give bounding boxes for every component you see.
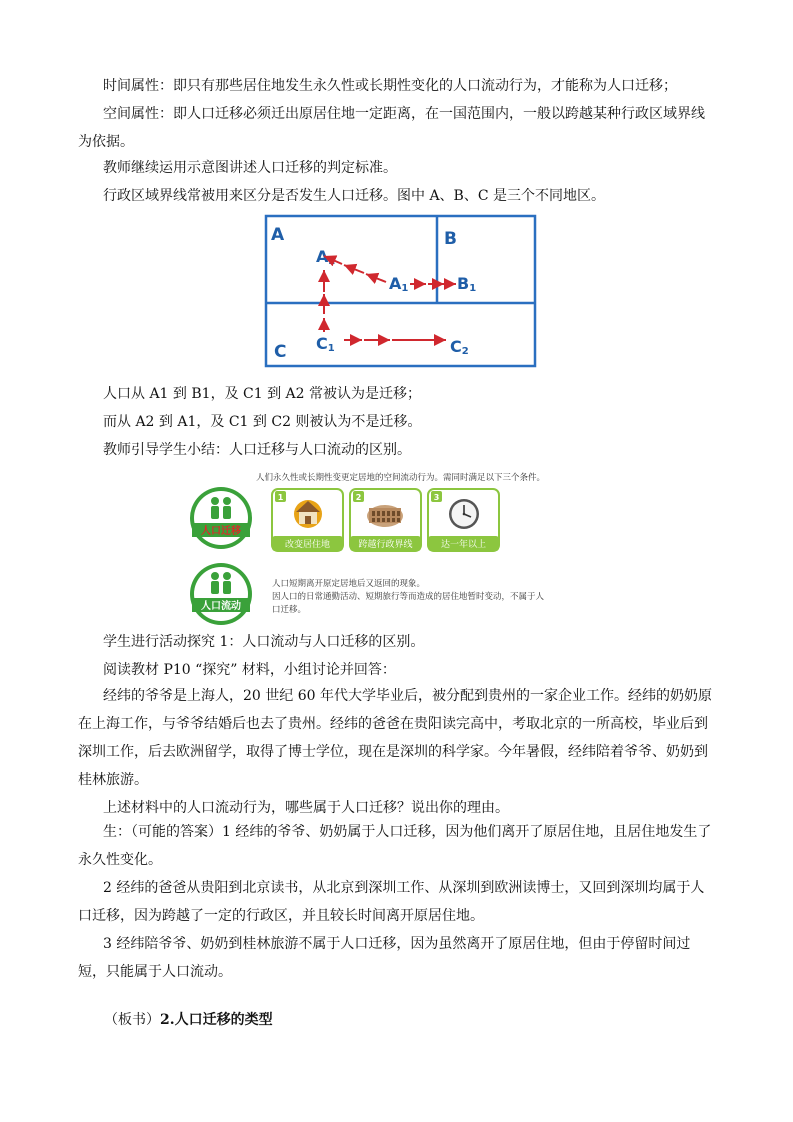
paragraph-activity: 学生进行活动探究 1：人口流动与人口迁移的区别。: [103, 634, 425, 650]
paragraph-space-attribute: 空间属性：即人口迁移必须迁出原居住地一定距离，在一国范围内，一般以跨越某种行政区域界线为依据。: [78, 106, 705, 150]
paragraph-question: 上述材料中的人口流动行为，哪些属于人口迁移？说出你的理由。: [103, 800, 509, 816]
flow-description-line-1: 人口短期离开原定居地后又返回的现象。: [272, 579, 426, 589]
flow-label: 人口流动: [201, 601, 241, 612]
point-a1-label: A1: [389, 274, 409, 294]
point-b1-label: B1: [457, 274, 477, 294]
flow-description-line-3: 口迁移。: [272, 605, 307, 615]
flow-description-line-2: 因人口的日常通勤活动、短期旅行等而造成的居住地暂时变动，不属于人: [272, 592, 545, 602]
paragraph-teacher-diagram: 教师继续运用示意图讲述人口迁移的判定标准。: [103, 160, 397, 176]
paragraph-time-attribute: 时间属性：即只有那些居住地发生永久性或长期性变化的人口流动行为，才能称为人口迁移；: [103, 78, 677, 94]
migration-region-diagram: [264, 214, 538, 370]
card-cross-admin-boundary: [350, 489, 421, 551]
clock-icon: [449, 499, 479, 529]
colosseum-icon: [367, 505, 403, 527]
card-label: 改变居住地: [284, 540, 331, 550]
card-change-residence: [272, 489, 343, 551]
board-prefix: （板书）: [104, 1012, 160, 1028]
paragraph-answer-1: 生：（可能的答案）1 经纬的爷爷、奶奶属于人口迁移，因为他们离开了原居住地，且居住地发生了永久性变化。: [78, 824, 712, 868]
card-number: 3: [433, 493, 440, 502]
house-globe-icon: [294, 500, 322, 528]
board-title: 2.人口迁移的类型: [160, 1012, 273, 1028]
card-number: 1: [277, 493, 284, 502]
card-label: 跨越行政界线: [358, 540, 413, 550]
migration-label: 人口迁移: [201, 526, 241, 537]
flow-circle-icon: [190, 563, 252, 625]
paragraph-answer-2: 2 经纬的爸爸从贵阳到北京读书，从北京到深圳工作、从深圳到欧洲读博士，又回到深圳均属于人口迁移，因为跨越了一定的行政区，并且较长时间离开原居住地。: [78, 880, 705, 924]
board-heading: [104, 1006, 744, 1034]
region-c-label: C: [274, 342, 287, 362]
paragraph-non-migration-examples: 而从 A2 到 A1，及 C1 到 C2 则被认为不是迁移。: [103, 414, 422, 430]
point-c2-label: C2: [450, 337, 469, 357]
region-b-label: B: [444, 229, 457, 249]
card-over-one-year: [428, 489, 499, 551]
paragraph-jingwei-story: 经纬的爷爷是上海人，20 世纪 60 年代大学毕业后，被分配到贵州的一家企业工作。经纬的奶奶原在上海工作，与爷爷结婚后也去了贵州。经纬的爸爸在贵阳读完高中，考取北京的一所高校，毕业后到深圳工作，后去欧洲留学，取得了博士学位，现在是深圳的科学家。今年暑假，经纬陪着爷爷、奶奶到桂林旅游。: [78, 688, 712, 788]
migration-vs-flow-infographic: [188, 468, 598, 628]
region-a-label: A: [271, 225, 285, 245]
point-a2-label: A2: [316, 247, 336, 267]
paragraph-migration-examples: 人口从 A1 到 B1，及 C1 到 A2 常被认为是迁移；: [103, 386, 422, 402]
card-number: 2: [355, 493, 362, 502]
paragraph-read-textbook: 阅读教材 P10 “探究” 材料，小组讨论并回答：: [103, 662, 396, 678]
card-label: 达一年以上: [440, 540, 487, 550]
infographic-header: 人们永久性或长期性变更定居地的空间流动行为。需同时满足以下三个条件。: [256, 473, 546, 483]
point-c1-label: C1: [316, 334, 335, 354]
migration-circle-icon: [190, 487, 252, 549]
paragraph-teacher-summary: 教师引导学生小结：人口迁移与人口流动的区别。: [103, 442, 411, 458]
paragraph-answer-3: 3 经纬陪爷爷、奶奶到桂林旅游不属于人口迁移，因为虽然离开了原居住地，但由于停留时间过短，只能属于人口流动。: [78, 936, 691, 980]
paragraph-admin-boundary: 行政区域界线常被用来区分是否发生人口迁移。图中 A、B、C 是三个不同地区。: [103, 188, 606, 204]
